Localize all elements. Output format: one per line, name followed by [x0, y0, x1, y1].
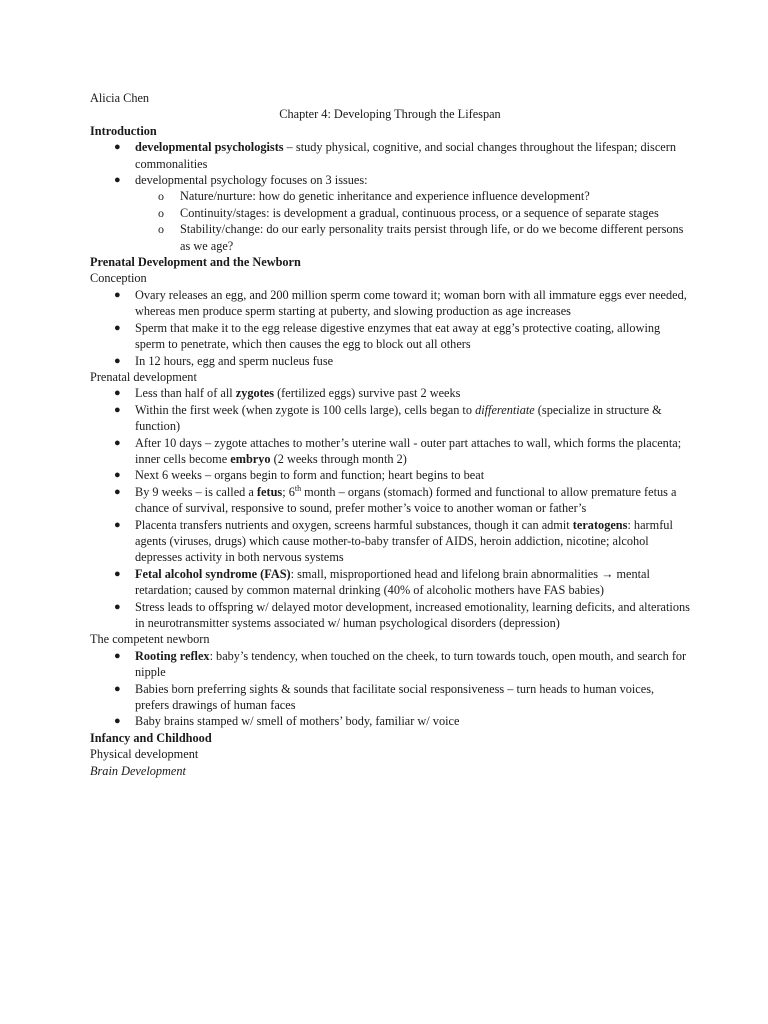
list-item: [90, 172, 690, 254]
bullet-icon: ●: [114, 715, 121, 728]
bullet-icon: ●: [114, 649, 121, 662]
item-text: month – organs (stomach) formed and functional to allow premature fetus a chance of survival, responsive to sound, prefer mother’s voice to another woman or father’s: [135, 484, 677, 516]
list-item: [90, 287, 690, 320]
item-text: Less than half of all: [135, 386, 236, 401]
document-body: [90, 90, 690, 779]
item-text: Placenta transfers nutrients and oxygen, screens harmful substances, though it can admit: [135, 517, 573, 532]
list-item: [90, 681, 690, 714]
item-text: Baby brains stamped w/ smell of mothers’ body, familiar w/ voice: [135, 714, 460, 729]
item-text: In 12 hours, egg and sperm nucleus fuse: [135, 353, 334, 368]
item-text: : harmful agents (viruses, drugs) which cause mother-to-baby transfer of AIDS, heroin addiction, nicotine; alcohol depresses activity in both nervous systems: [135, 517, 673, 565]
circle-bullet-icon: o: [158, 189, 164, 204]
bullet-icon: ●: [114, 354, 121, 367]
item-text: Sperm that make it to the egg release digestive enzymes that eat away at egg’s protective coating, allowing sperm to penetrate, which then causes the egg to block out all others: [135, 320, 661, 352]
item-text: : baby’s tendency, when touched on the cheek, to turn towards touch, open mouth, and search for nipple: [135, 648, 687, 680]
item-text: Babies born preferring sights & sounds that facilitate social responsiveness – turn heads to human voices, prefers drawings of human faces: [135, 681, 655, 713]
subsubsection-brain-development: Brain Development: [90, 763, 186, 778]
term-bold: teratogens: [572, 517, 628, 532]
item-text: developmental psychology focuses on 3 issues:: [135, 173, 368, 188]
list-item: [90, 484, 690, 517]
bullet-icon: ●: [114, 682, 121, 695]
list-item: [90, 435, 690, 468]
term-bold: Rooting reflex: [135, 648, 210, 663]
bullet-icon: ●: [114, 600, 121, 613]
circle-bullet-icon: o: [158, 205, 164, 220]
subsection-conception: Conception: [90, 271, 147, 286]
superscript: th: [294, 483, 302, 493]
item-text: Next 6 weeks – organs begin to form and function; heart begins to beat: [135, 468, 485, 483]
list-item: [90, 517, 690, 566]
list-item: [90, 648, 690, 681]
bullet-icon: ●: [114, 387, 121, 400]
sub-list-item: [90, 221, 690, 254]
circle-bullet-icon: o: [158, 222, 164, 237]
introduction-list: [90, 139, 690, 254]
item-text: Stability/change: do our early personality traits persist through life, or do we become different persons as we age?: [180, 222, 684, 253]
term-bold: developmental psychologists: [135, 140, 284, 155]
author-name: Alicia Chen: [90, 91, 150, 105]
bullet-icon: ●: [114, 567, 121, 580]
bullet-icon: ●: [114, 403, 121, 416]
item-text: : small, misproportioned head and lifelong brain abnormalities: [290, 566, 602, 581]
sub-list-item: [90, 205, 690, 221]
list-item: [90, 385, 690, 401]
item-text: (specialize in structure & function): [135, 402, 662, 434]
item-text: Within the first week (when zygote is 100 cells large), cells began to: [135, 402, 476, 417]
item-text: ; 6: [282, 484, 295, 499]
term-bold: Fetal alcohol syndrome (FAS): [135, 566, 291, 581]
section-heading-introduction: Introduction: [90, 123, 157, 138]
subsection-prenatal-development: Prenatal development: [90, 369, 197, 384]
issues-sublist: [90, 188, 690, 254]
item-text: (fertilized eggs) survive past 2 weeks: [274, 386, 461, 401]
prenatal-development-list: [90, 385, 690, 631]
item-text: Continuity/stages: is development a gradual, continuous process, or a sequence of separate stages: [180, 205, 659, 220]
section-heading-infancy: Infancy and Childhood: [90, 730, 212, 745]
list-item: [90, 402, 690, 435]
sub-list-item: [90, 188, 690, 204]
item-text: After 10 days – zygote attaches to mother’s uterine wall - outer part attaches to wall, which forms the placenta; inner cells become: [135, 435, 682, 466]
item-text: By 9 weeks – is called a: [135, 484, 257, 499]
list-item: [90, 713, 690, 729]
section-heading-prenatal: Prenatal Development and the Newborn: [90, 255, 301, 270]
subsection-physical-development: Physical development: [90, 747, 199, 762]
list-item: [90, 599, 690, 632]
item-text: mental retardation; caused by common maternal drinking (40% of alcoholic mothers have FAS babies): [135, 566, 650, 598]
item-text: (2 weeks through month 2): [270, 451, 407, 466]
page-title: Chapter 4: Developing Through the Lifespan: [279, 107, 501, 122]
newborn-list: [90, 648, 690, 730]
bullet-icon: ●: [114, 141, 121, 154]
list-item: [90, 566, 690, 599]
list-item: [90, 139, 690, 172]
list-item: [90, 320, 690, 353]
bullet-icon: ●: [114, 518, 121, 531]
bullet-icon: ●: [114, 436, 121, 449]
subsection-competent-newborn: The competent newborn: [90, 632, 210, 647]
bullet-icon: ●: [114, 288, 121, 301]
term-bold: embryo: [230, 451, 271, 466]
item-text: Nature/nurture: how do genetic inheritance and experience influence development?: [180, 189, 590, 204]
list-item: [90, 467, 690, 483]
bullet-icon: ●: [114, 174, 121, 187]
item-text: – study physical, cognitive, and social changes throughout the lifespan; discern commonalities: [135, 140, 676, 171]
list-item: [90, 353, 690, 369]
term-bold: fetus: [256, 484, 283, 499]
bullet-icon: ●: [114, 485, 121, 498]
term-italic: differentiate: [475, 402, 535, 417]
bullet-icon: ●: [114, 321, 121, 334]
arrow-right-icon: →: [601, 566, 614, 581]
term-bold: zygotes: [235, 386, 274, 401]
conception-list: [90, 287, 690, 369]
bullet-icon: ●: [114, 469, 121, 482]
item-text: Stress leads to offspring w/ delayed motor development, increased emotionality, learning deficits, and alterations in neurotransmitter systems associated w/ human psychological disorders (depression): [135, 599, 690, 630]
item-text: Ovary releases an egg, and 200 million sperm come toward it; woman born with all immature eggs ever needed, whereas men produce sperm starting at puberty, and slowing production as age increases: [135, 287, 687, 319]
